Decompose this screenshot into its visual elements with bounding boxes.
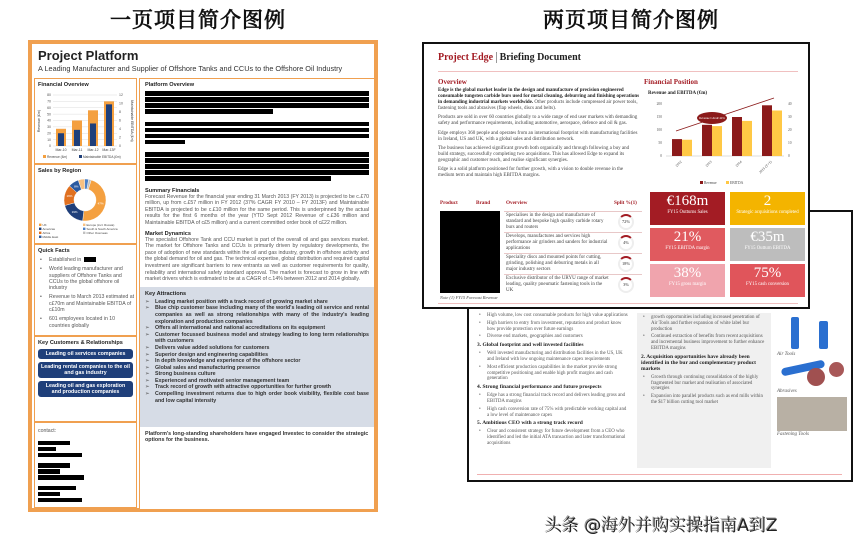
kpi-tile [650, 264, 725, 297]
legend-label: Europe (incl. Russia) [86, 223, 115, 227]
y2-tick-label: 2 [119, 135, 121, 140]
bullet-item: • Growth through continuing consolidation of the highly fragmented bur market and realisation of associated synergies [641, 375, 767, 392]
x-tick-label: 2012 [674, 159, 683, 168]
summary-financials-text: Forecast Revenue for the financial year ending 31 March 2013 (FY 2013) is projected to be c.£70 million, up from c.£57 million in FY 2012 (37% CAGR FY 2010 – FY 2013F) and Maintainable EBITDA is projected to be c.£10 million for the same period. This is underpinned by the actual results for the first 6 months of the year (YTD Sept 2012 Revenue of c.£36 million and Maintainable EBITDA of c£5 million) and a current committed order book of c£22 million. [145, 193, 369, 226]
quick-fact: • 601 employees located in 10 countries globally [39, 316, 136, 329]
caption-one-page: 一页项目简介图例 [110, 8, 286, 32]
bullet-item: • Continued extraction of benefits from recent acquisitions and incremental business improvement to further enhance EBITDA margins [641, 334, 767, 351]
revenue-bar [732, 117, 742, 156]
y2-tick-label: 20 [788, 128, 792, 133]
redacted-contact [38, 441, 136, 503]
y-tick-label: 10 [47, 137, 51, 142]
chart-title: Revenue and EBITDA (€m) [648, 91, 708, 96]
key-attraction-item: ➢ Leading market position with a track record of growing market share [145, 299, 369, 306]
kpi-label: FY15 cash conversion [746, 282, 789, 287]
x-tick-label: Mar-12 [87, 148, 99, 152]
panel-heading: Financial Overview [38, 82, 89, 88]
kpi-label: Strategic acquisitions completed [736, 210, 799, 215]
x-tick-label: Mar-13F [102, 148, 116, 152]
slice-label: 8% [74, 184, 79, 189]
y2-tick-label: 4 [119, 127, 121, 132]
key-attraction-item: ➢ Strong business culture [145, 371, 369, 378]
image-caption: Fastening Tools [777, 432, 809, 437]
overview-lead-rest: Other products include compressed air power tools, fastening tools and abrasives (flap wheels, discs and belts). [438, 100, 638, 112]
split-value: 18% [621, 261, 631, 266]
bullet-item: • Clear and consistent strategy for future development from a CEO who identified and led the initial ATA transaction and later transformational acquisitions [477, 429, 629, 446]
financial-overview-chart [35, 91, 135, 163]
y2-tick-label: 0 [119, 144, 121, 149]
image-caption: Air Tools [777, 352, 796, 357]
product-table [438, 200, 644, 304]
contact-heading: contact: [38, 428, 57, 434]
revenue-ebitda-chart [644, 86, 804, 188]
kpi-label: FY15 Outturns Sales [667, 210, 708, 215]
legend-label: UK [42, 223, 47, 227]
key-attractions-panel [140, 287, 374, 427]
y-tick-label: 60 [47, 105, 51, 110]
table-header: Overview [506, 200, 528, 206]
row-overview: Exclusive distributor of the URYU range of market leading, quality pneumatic fastening tools in the UK [506, 276, 609, 294]
table-header: Product [440, 200, 458, 206]
ebitda-bar [106, 104, 112, 146]
legend-swatch [39, 228, 41, 230]
revenue-bar [762, 105, 772, 156]
y2-axis-label: Maintainable EBITDA (£m) [130, 100, 134, 142]
y2-tick-label: 30 [788, 115, 792, 120]
kpi-label: FY15 Outturn EBITDA [744, 246, 791, 251]
kpi-tile [730, 264, 805, 297]
quick-fact: • World leading manufacturer and suppliers of Offshore Tanks and CCUs to the global offshore oil industry [39, 266, 136, 291]
y-tick-label: 70 [47, 99, 51, 104]
bullet-item: • Well invested manufacturing and distribution facilities in the US, UK and Ireland with low ongoing maintenance capex requirements [477, 351, 629, 363]
x-tick-label: 2014 [734, 159, 743, 168]
market-dynamics-heading: Market Dynamics [145, 230, 192, 237]
panel-heading: Key Customers & Relationships [38, 340, 123, 346]
key-customer-badge: Leading rental companies to the oil and gas industry [38, 362, 133, 378]
bullet-item: • growth opportunities including increased penetration of Air Tools and further expansion of white label bur production [641, 315, 767, 332]
legend-label: Revenue (£m) [47, 155, 68, 159]
row-overview: Speciality discs and mounted points for cutting, grinding, polishing and deburring metals in all major industry sectors [506, 255, 602, 273]
kpi-value: €168m [666, 193, 709, 209]
y-tick-label: 50 [47, 112, 51, 117]
overview-paragraph: Edge employs 360 people and operates from an international footprint with manufacturing facilities in Ireland, US and UK, with a global sales and distribution network. [438, 130, 638, 142]
slice-label: 47% [97, 201, 104, 206]
panel-heading: Quick Facts [38, 248, 70, 254]
table-header: Split %(1) [614, 200, 637, 206]
kpi-tiles [650, 192, 810, 300]
key-attractions-heading: Key Attractions [145, 290, 187, 297]
quick-fact [39, 257, 136, 263]
x-tick-label: 2013 [704, 159, 713, 168]
legend-label: Maintainable EBITDA (£m) [83, 155, 121, 159]
legend-swatch [726, 181, 729, 184]
split-gauge [618, 214, 634, 230]
row-overview: Develops, manufactures and services high performance air grinders and sanders for industrial applications [506, 234, 608, 252]
y-tick-label: 100 [656, 128, 662, 133]
caption-two-page: 两页项目简介图例 [543, 8, 719, 32]
split-gauge [618, 235, 634, 251]
split-gauge [618, 256, 634, 272]
key-attraction-item: ➢ Experienced and motivated senior management team [145, 378, 369, 385]
kpi-value: 2 [763, 193, 772, 209]
footer-text: Platform's long-standing shareholders have engaged Investec to consider the strategic options for the business. [145, 430, 369, 444]
y-tick-label: 0 [660, 154, 662, 159]
legend-swatch [83, 228, 85, 230]
legend-swatch [39, 224, 41, 226]
cagr-arrow [676, 98, 774, 131]
split-value: 72% [621, 219, 631, 224]
table-row [504, 211, 642, 232]
split-gauge [618, 277, 634, 293]
key-customer-badge: Leading oil and gas exploration and production companies [38, 381, 133, 397]
market-dynamics-text: The specialist Offshore Tank and CCU market is part of the overall oil and gas services market. The market for Offshore Tanks and CCUs is primarily driven by regulatory developments, the pace of adoption of new standards within the oil and gas industry, growth in offshore activity and the global demand for oil and gas. The technical expertise, global distribution and required capital investment are significant barriers to new entrants as well as customer requirements for quality, reliability and international safety standard approval. The market is forecast to grow in line with market drivers which is estimated to be at a CAGR of c.14% between 2012 and 2014 globally. [145, 236, 369, 283]
x-tick-label: Mar-11 [71, 148, 83, 152]
financial-overview-panel [34, 78, 137, 164]
overview-paragraph: The business has achieved significant growth both organically and through following a buy and build strategy, successfully completing two acquisitions. This has allowed Edge to expand its geographic and customer reach, and realise significant synergies. [438, 145, 630, 163]
kpi-label: FY15 EBITDA margin [665, 246, 710, 251]
summary-financials-heading: Summary Financials [145, 187, 200, 194]
key-attraction-item: ➢ Global sales and manufacturing presence [145, 365, 369, 372]
section-heading: 2. Acquisition opportunities have already been identified in the bur and complementary product markets [641, 353, 756, 372]
key-attraction-item: ➢ Blue chip customer base including many of the world's leading oil service and rental companies as well as strong relationships with many of the industry's leading exploration and production companies [145, 305, 369, 325]
y-tick-label: 20 [47, 131, 51, 136]
section-heading: 5. Ambitious CEO with a strong track record [477, 420, 583, 427]
y2-tick-label: 12 [119, 93, 123, 98]
one-page-document [28, 40, 378, 512]
abrasives-image [777, 358, 847, 388]
slice-label: 19% [71, 210, 78, 215]
sales-by-region-chart [35, 177, 135, 241]
key-attraction-item: ➢ Offers all international and national accreditations on its equipment [145, 325, 369, 332]
legend-label: Other Overseas [86, 231, 108, 235]
x-tick-label: Mar-10 [55, 148, 67, 152]
y-tick-label: 200 [656, 102, 662, 107]
redacted-year [84, 257, 96, 262]
overview-heading: Overview [438, 78, 467, 86]
legend-label: Revenue [704, 181, 717, 185]
y2-tick-label: 6 [119, 118, 121, 123]
bullet-item: • Expansion into parallel products such as end mills within the $17 billion cutting tool market [641, 394, 767, 406]
cagr-label: Revenue CAGR 44% [699, 116, 725, 120]
bullet-item: • Diverse end markets, geographies and customers [477, 334, 629, 340]
revenue-bar [702, 125, 712, 156]
kpi-tile [650, 192, 725, 225]
ebitda-bar [58, 133, 64, 146]
briefing-page-1 [422, 42, 810, 309]
doc-title: Project Platform [38, 48, 139, 63]
redacted-product-images [440, 211, 500, 293]
kpi-tile [730, 192, 805, 225]
overview-section [438, 78, 640, 182]
contact-panel [34, 422, 137, 508]
y-tick-label: 30 [47, 125, 51, 130]
briefing-header [438, 52, 581, 63]
revenue-bar [672, 139, 682, 156]
sales-by-region-panel [34, 164, 137, 244]
x-tick-label: 2015 (T+1) [758, 159, 773, 175]
y2-tick-label: 10 [788, 141, 792, 146]
table-note: Note (1) FY15 Forecast Revenue [440, 295, 498, 300]
brand-name: Project Edge [438, 52, 494, 63]
kpi-value: 75% [753, 265, 782, 281]
bullet-item: • High barriers to entry from investment, reputation and product know how provide protection over future earnings [477, 321, 629, 333]
section-heading: 4. Strong financial performance and future prospects [477, 384, 602, 391]
key-attraction-item: ➢ Customer focussed business model and strategy leading to long term relationships with customers [145, 332, 369, 345]
legend-swatch [83, 224, 85, 226]
kpi-tile [730, 228, 805, 261]
y-tick-label: 80 [47, 93, 51, 98]
table-row [504, 274, 642, 295]
table-row [504, 253, 642, 274]
ebitda-bar [712, 126, 722, 156]
financial-position-heading: Financial Position [644, 78, 698, 86]
legend-label: Americas [42, 227, 56, 231]
bullet-item: • High volume, low cost consumable products for high value applications [477, 313, 629, 319]
ebitda-bar [742, 121, 752, 156]
legend-swatch [79, 155, 82, 158]
section-heading: 3. Global footprint and well invested facilities [477, 342, 584, 349]
y-tick-label: 150 [656, 115, 662, 120]
y2-tick-label: 40 [788, 102, 792, 107]
legend-swatch [39, 232, 41, 234]
quick-fact: • Revenue to March 2013 estimated at c£70m and Maintainable EBITDA of c£10m [39, 294, 136, 313]
slice-label: 16% [66, 194, 73, 199]
legend-label: Africa [42, 231, 51, 235]
briefing-title: Briefing Document [496, 52, 581, 63]
kpi-tile [650, 228, 725, 261]
y-axis-label: Revenue (£m) [37, 109, 41, 133]
legend-swatch [83, 232, 85, 234]
fastening-tools-image [777, 397, 847, 431]
row-overview: Specialises in the design and manufacture of standard and bespoke high quality carbide rotary burs and routers [506, 213, 604, 231]
y2-tick-label: 0 [788, 154, 790, 159]
legend-swatch [39, 236, 41, 238]
legend-label: South & South America [86, 227, 118, 231]
quick-facts-panel [34, 244, 137, 336]
redacted-overview [145, 91, 369, 181]
legend-label: Middle East [42, 235, 59, 239]
table-row [504, 232, 642, 253]
key-attraction-item: ➢ Compelling investment returns due to high order book visibility, flexible cost base and low capital intensity [145, 391, 369, 404]
doc-subtitle: A Leading Manufacturer and Supplier of Offshore Tanks and CCUs to the Offshore Oil Industry [38, 64, 343, 73]
kpi-label: FY15 gross margin [669, 282, 706, 287]
split-value: 4% [623, 240, 629, 245]
bullet-item: • Most efficient production capabilities in the market provide strong competitive positioning and enable high profit margins and cash generation [477, 365, 629, 382]
bullet-item: • Edge has a strong financial track record and delivers leading gross and EBITDA margins [477, 393, 629, 405]
kpi-value: 21% [673, 229, 702, 245]
split-value: 3% [623, 282, 629, 287]
legend-swatch [43, 155, 46, 158]
key-customer-badge: Leading oil services companies [38, 349, 133, 359]
kpi-value: 38% [673, 265, 702, 281]
overview-paragraph: Edge is a solid platform positioned for further growth, with a vision to double revenue in the medium term and maintain high EBITDA margins. [438, 167, 624, 179]
financial-position-section [644, 78, 804, 193]
y-tick-label: 40 [47, 118, 51, 123]
key-attraction-item: ➢ Track record of growth with attractive opportunities for further growth [145, 384, 369, 391]
legend-swatch [700, 181, 703, 184]
platform-overview-heading: Platform Overview [145, 82, 195, 88]
y-tick-label: 50 [658, 141, 662, 146]
bullet-item: • High cash conversion rate of 75% with predictable working capital and a low level of maintenance capex [477, 407, 629, 419]
air-tools-image [777, 313, 847, 351]
page2-left-column [477, 313, 629, 449]
key-attraction-item: ➢ Delivers value added solutions for customers [145, 345, 369, 352]
panel-heading: Sales by Region [38, 168, 82, 174]
ebitda-bar [772, 111, 782, 157]
watermark: 头条 @海外并购实操指南A到Z [545, 516, 778, 536]
key-customers-panel [34, 336, 137, 422]
legend-label: EBITDA [730, 181, 744, 185]
ebitda-bar [90, 123, 96, 146]
quick-fact-text: Established in [49, 257, 82, 263]
key-attraction-item: ➢ In depth knowledge and experience of the offshore sector [145, 358, 369, 365]
y2-tick-label: 10 [119, 101, 123, 106]
kpi-value: €35m [750, 229, 785, 245]
main-panel [139, 78, 375, 510]
y-tick-label: 0 [49, 144, 51, 149]
ebitda-bar [74, 130, 80, 146]
product-images [777, 313, 847, 438]
ebitda-bar [682, 140, 692, 156]
overview-paragraph: Products are sold in over 60 countries globally to a wide range of end user markets with demanding safety and performance requirements, including automotive, aerospace, defence and oil & gas. [438, 115, 638, 127]
image-caption: Abrasives [777, 389, 797, 394]
overview-lead: Edge is the global market leader in the design and manufacture of precision engineered consumable tungsten carbide burs used for metal cleaning, deburring and finishing operations in demanding industrial markets worldwide. [438, 88, 640, 106]
y2-tick-label: 8 [119, 110, 121, 115]
page2-right-column [637, 313, 771, 468]
table-header: Brand [476, 200, 491, 206]
key-attraction-item: ➢ Superior design and engineering capabilities [145, 352, 369, 359]
